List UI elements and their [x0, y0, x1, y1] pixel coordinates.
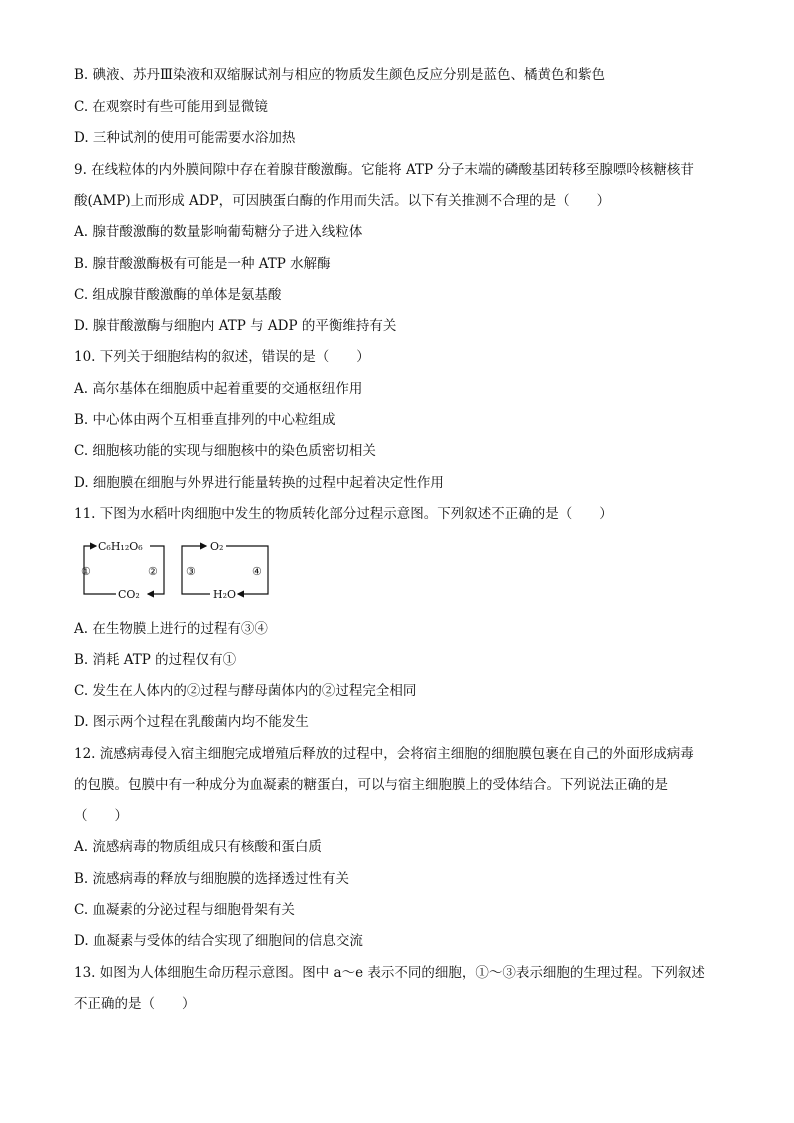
q12-option-a: A. 流感病毒的物质组成只有核酸和蛋白质 — [74, 839, 322, 855]
q12-option-d: D. 血凝素与受体的结合实现了细胞间的信息交流 — [74, 933, 363, 949]
q9-option-b: B. 腺苷酸激酶极有可能是一种 ATP 水解酶 — [74, 256, 331, 272]
q10-option-c: C. 细胞核功能的实现与细胞核中的染色质密切相关 — [74, 443, 376, 459]
q12-stem-line1: 12. 流感病毒侵入宿主细胞完成增殖后释放的过程中，会将宿主细胞的细胞膜包裹在自己的外面形成病毒 — [74, 746, 694, 762]
q13-stem-line1: 13. 如图为人体细胞生命历程示意图。图中 a～e 表示不同的细胞，①～③表示细胞的生理过程。下列叙述 — [74, 965, 705, 981]
o2-label: O₂ — [210, 540, 224, 553]
q10-option-a: A. 高尔基体在细胞质中起着重要的交通枢纽作用 — [74, 381, 363, 397]
q9-option-d: D. 腺苷酸激酶与细胞内 ATP 与 ADP 的平衡维持有关 — [74, 318, 397, 334]
q9-option-a: A. 腺苷酸激酶的数量影响葡萄糖分子进入线粒体 — [74, 224, 363, 240]
q10-stem: 10. 下列关于细胞结构的叙述，错误的是（ ） — [74, 349, 370, 365]
q11-stem: 11. 下图为水稻叶肉细胞中发生的物质转化部分过程示意图。下列叙述不正确的是（ ） — [74, 506, 613, 522]
h2o-label: H₂O — [213, 588, 237, 601]
co2-label: CO₂ — [118, 588, 140, 601]
q11-option-b: B. 消耗 ATP 的过程仅有① — [74, 652, 237, 668]
q8-option-c: C. 在观察时有些可能用到显微镜 — [74, 99, 268, 115]
q11-option-a: A. 在生物膜上进行的过程有③④ — [74, 621, 268, 637]
glucose-label: C₆H₁₂O₆ — [98, 540, 143, 553]
q11-option-d: D. 图示两个过程在乳酸菌内均不能发生 — [74, 714, 309, 730]
q10-option-b: B. 中心体由两个互相垂直排列的中心粒组成 — [74, 412, 336, 428]
q10-option-d: D. 细胞膜在细胞与外界进行能量转换的过程中起着决定性作用 — [74, 475, 444, 491]
process-3-label: ③ — [186, 565, 196, 578]
q9-stem-line1: 9. 在线粒体的内外膜间隙中存在着腺苷酸激酶。它能将 ATP 分子末端的磷酸基团转移至腺嘌呤核糖核苷 — [74, 162, 694, 178]
q8-option-d: D. 三种试剂的使用可能需要水浴加热 — [74, 130, 296, 146]
right-cycle — [182, 540, 268, 601]
q12-stem-line2: 的包膜。包膜中有一种成分为血凝素的糖蛋白，可以与宿主细胞膜上的受体结合。下列说法正确的是 — [74, 777, 668, 793]
q11-conversion-diagram — [70, 536, 280, 606]
q12-option-b: B. 流感病毒的释放与细胞膜的选择透过性有关 — [74, 871, 350, 887]
process-2-label: ② — [148, 565, 158, 578]
q9-stem-line2: 酸(AMP)上而形成 ADP，可因胰蛋白酶的作用而失活。以下有关推测不合理的是（ ） — [74, 193, 611, 209]
q12-option-c: C. 血凝素的分泌过程与细胞骨架有关 — [74, 902, 295, 918]
q11-option-c: C. 发生在人体内的②过程与酵母菌体内的②过程完全相同 — [74, 683, 417, 699]
left-cycle — [81, 540, 164, 601]
q8-option-b: B. 碘液、苏丹Ⅲ染液和双缩脲试剂与相应的物质发生颜色反应分别是蓝色、橘黄色和紫色 — [74, 67, 606, 83]
q13-stem-line2: 不正确的是（ ） — [74, 996, 196, 1012]
q12-stem-line3: （ ） — [74, 808, 128, 824]
process-4-label: ④ — [252, 565, 262, 578]
process-1-label: ① — [81, 565, 91, 578]
q9-option-c: C. 组成腺苷酸激酶的单体是氨基酸 — [74, 287, 282, 303]
